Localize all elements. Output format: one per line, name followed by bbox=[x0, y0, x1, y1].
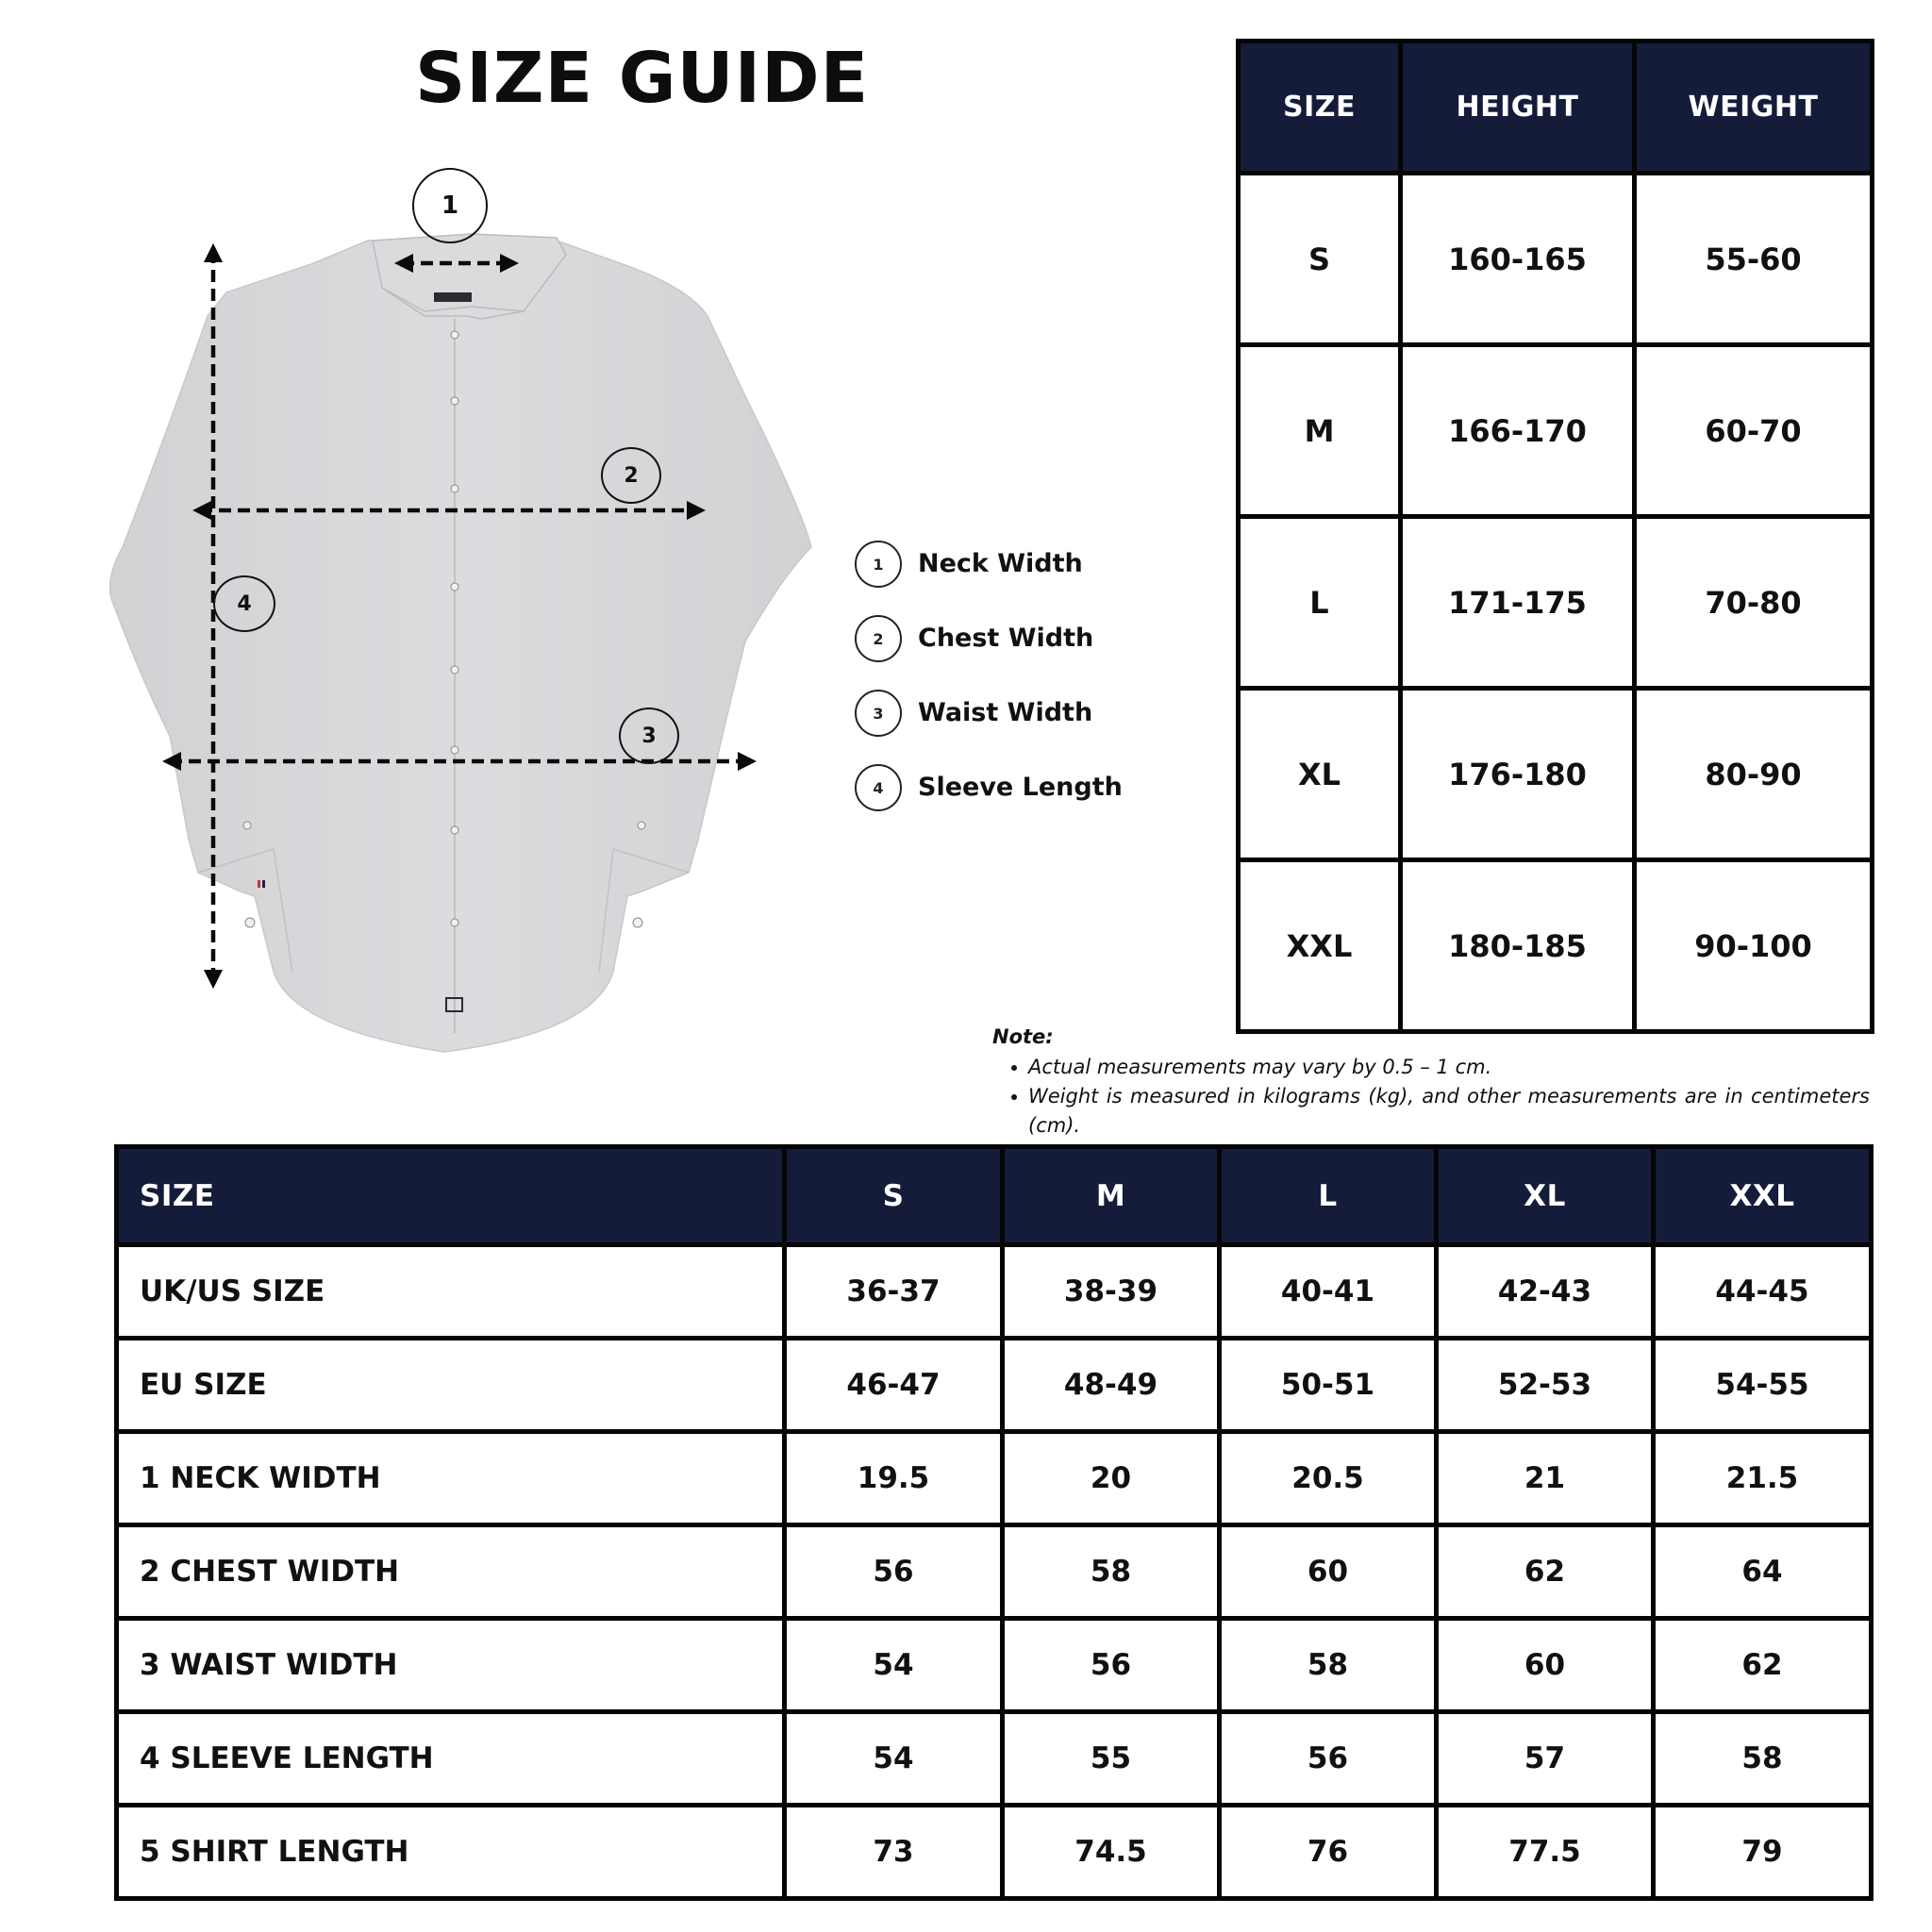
legend-item-sleeve-length bbox=[855, 764, 1123, 839]
size-cell: M bbox=[1239, 345, 1401, 517]
value-cell: 21 bbox=[1437, 1432, 1654, 1525]
column-header-m: M bbox=[1003, 1147, 1220, 1245]
row-label: 1 NECK WIDTH bbox=[117, 1432, 785, 1525]
legend-label: Neck Width bbox=[918, 549, 1083, 578]
value-cell: 48-49 bbox=[1003, 1339, 1220, 1432]
note-item: Weight is measured in kilograms (kg), and other measurements are in centimeters (cm). bbox=[992, 1082, 1870, 1141]
value-cell: 76 bbox=[1220, 1806, 1437, 1899]
value-cell: 36-37 bbox=[785, 1245, 1003, 1339]
height-cell: 171-175 bbox=[1401, 517, 1635, 689]
value-cell: 77.5 bbox=[1437, 1806, 1654, 1899]
value-cell: 62 bbox=[1437, 1525, 1654, 1619]
height-cell: 166-170 bbox=[1401, 345, 1635, 517]
page-title: SIZE GUIDE bbox=[415, 38, 870, 119]
value-cell: 58 bbox=[1220, 1619, 1437, 1712]
table-header-row bbox=[117, 1147, 1872, 1245]
value-cell: 56 bbox=[1220, 1712, 1437, 1806]
column-header-l: L bbox=[1220, 1147, 1437, 1245]
collar-label bbox=[434, 292, 472, 302]
marker-sleeve bbox=[213, 575, 275, 632]
value-cell: 44-45 bbox=[1654, 1245, 1872, 1339]
marker-number: 4 bbox=[237, 591, 252, 616]
column-header-s: S bbox=[785, 1147, 1003, 1245]
size-cell: S bbox=[1239, 174, 1401, 345]
value-cell: 21.5 bbox=[1654, 1432, 1872, 1525]
value-cell: 62 bbox=[1654, 1619, 1872, 1712]
value-cell: 56 bbox=[785, 1525, 1003, 1619]
table-row bbox=[1239, 860, 1873, 1032]
weight-cell: 80-90 bbox=[1635, 689, 1873, 860]
note-section bbox=[992, 1024, 1870, 1141]
table-row bbox=[1239, 174, 1873, 345]
height-cell: 160-165 bbox=[1401, 174, 1635, 345]
cuff-flag bbox=[258, 880, 260, 888]
shirt-illustration bbox=[85, 151, 858, 1075]
legend-item-neck-width bbox=[855, 541, 1123, 615]
value-cell: 54-55 bbox=[1654, 1339, 1872, 1432]
value-cell: 60 bbox=[1437, 1619, 1654, 1712]
marker-number: 3 bbox=[641, 724, 657, 748]
legend-number-circle: 4 bbox=[855, 764, 902, 811]
height-cell: 180-185 bbox=[1401, 860, 1635, 1032]
column-header-size: SIZE bbox=[117, 1147, 785, 1245]
value-cell: 55 bbox=[1003, 1712, 1220, 1806]
table-row bbox=[1239, 689, 1873, 860]
legend-number-circle: 3 bbox=[855, 690, 902, 737]
legend-label: Sleeve Length bbox=[918, 773, 1123, 802]
value-cell: 74.5 bbox=[1003, 1806, 1220, 1899]
size-cell: L bbox=[1239, 517, 1401, 689]
column-header-xl: XL bbox=[1437, 1147, 1654, 1245]
weight-cell: 90-100 bbox=[1635, 860, 1873, 1032]
marker-chest bbox=[601, 447, 661, 504]
shirt-diagram bbox=[85, 151, 858, 1075]
note-item: Actual measurements may vary by 0.5 – 1 cm. bbox=[992, 1053, 1870, 1082]
measurement-legend bbox=[855, 541, 1123, 839]
table-row-sleeve-length bbox=[117, 1712, 1872, 1806]
legend-label: Chest Width bbox=[918, 624, 1094, 653]
value-cell: 38-39 bbox=[1003, 1245, 1220, 1339]
legend-label: Waist Width bbox=[918, 698, 1093, 727]
size-cell: XXL bbox=[1239, 860, 1401, 1032]
marker-waist bbox=[619, 708, 679, 764]
column-header-size: SIZE bbox=[1239, 42, 1401, 174]
weight-cell: 60-70 bbox=[1635, 345, 1873, 517]
value-cell: 20 bbox=[1003, 1432, 1220, 1525]
column-header-weight: WEIGHT bbox=[1635, 42, 1873, 174]
table-header-row bbox=[1239, 42, 1873, 174]
table-row-chest-width bbox=[117, 1525, 1872, 1619]
value-cell: 64 bbox=[1654, 1525, 1872, 1619]
value-cell: 60 bbox=[1220, 1525, 1437, 1619]
value-cell: 57 bbox=[1437, 1712, 1654, 1806]
marker-neck bbox=[412, 168, 488, 243]
height-weight-table bbox=[1236, 39, 1874, 1034]
legend-item-waist-width bbox=[855, 690, 1123, 764]
value-cell: 40-41 bbox=[1220, 1245, 1437, 1339]
table-row bbox=[1239, 345, 1873, 517]
row-label: UK/US SIZE bbox=[117, 1245, 785, 1339]
value-cell: 58 bbox=[1654, 1712, 1872, 1806]
value-cell: 52-53 bbox=[1437, 1339, 1654, 1432]
value-cell: 46-47 bbox=[785, 1339, 1003, 1432]
table-row bbox=[1239, 517, 1873, 689]
value-cell: 19.5 bbox=[785, 1432, 1003, 1525]
column-header-xxl: XXL bbox=[1654, 1147, 1872, 1245]
weight-cell: 55-60 bbox=[1635, 174, 1873, 345]
value-cell: 79 bbox=[1654, 1806, 1872, 1899]
height-cell: 176-180 bbox=[1401, 689, 1635, 860]
row-label: EU SIZE bbox=[117, 1339, 785, 1432]
value-cell: 20.5 bbox=[1220, 1432, 1437, 1525]
note-list bbox=[992, 1053, 1870, 1141]
row-label: 5 SHIRT LENGTH bbox=[117, 1806, 785, 1899]
table-row-eu-size bbox=[117, 1339, 1872, 1432]
table-row-neck-width bbox=[117, 1432, 1872, 1525]
value-cell: 50-51 bbox=[1220, 1339, 1437, 1432]
row-label: 3 WAIST WIDTH bbox=[117, 1619, 785, 1712]
value-cell: 54 bbox=[785, 1619, 1003, 1712]
value-cell: 54 bbox=[785, 1712, 1003, 1806]
legend-item-chest-width bbox=[855, 615, 1123, 690]
legend-number-circle: 2 bbox=[855, 615, 902, 662]
legend-number-circle: 1 bbox=[855, 541, 902, 588]
table-row-shirt-length bbox=[117, 1806, 1872, 1899]
column-header-height: HEIGHT bbox=[1401, 42, 1635, 174]
row-label: 4 SLEEVE LENGTH bbox=[117, 1712, 785, 1806]
marker-number: 2 bbox=[624, 463, 639, 488]
weight-cell: 70-80 bbox=[1635, 517, 1873, 689]
table-row-uk-us-size bbox=[117, 1245, 1872, 1339]
value-cell: 73 bbox=[785, 1806, 1003, 1899]
marker-number: 1 bbox=[441, 192, 459, 220]
size-cell: XL bbox=[1239, 689, 1401, 860]
table-row-waist-width bbox=[117, 1619, 1872, 1712]
measurements-table bbox=[114, 1144, 1874, 1901]
row-label: 2 CHEST WIDTH bbox=[117, 1525, 785, 1619]
value-cell: 42-43 bbox=[1437, 1245, 1654, 1339]
value-cell: 58 bbox=[1003, 1525, 1220, 1619]
value-cell: 56 bbox=[1003, 1619, 1220, 1712]
note-title: Note: bbox=[992, 1025, 1054, 1048]
